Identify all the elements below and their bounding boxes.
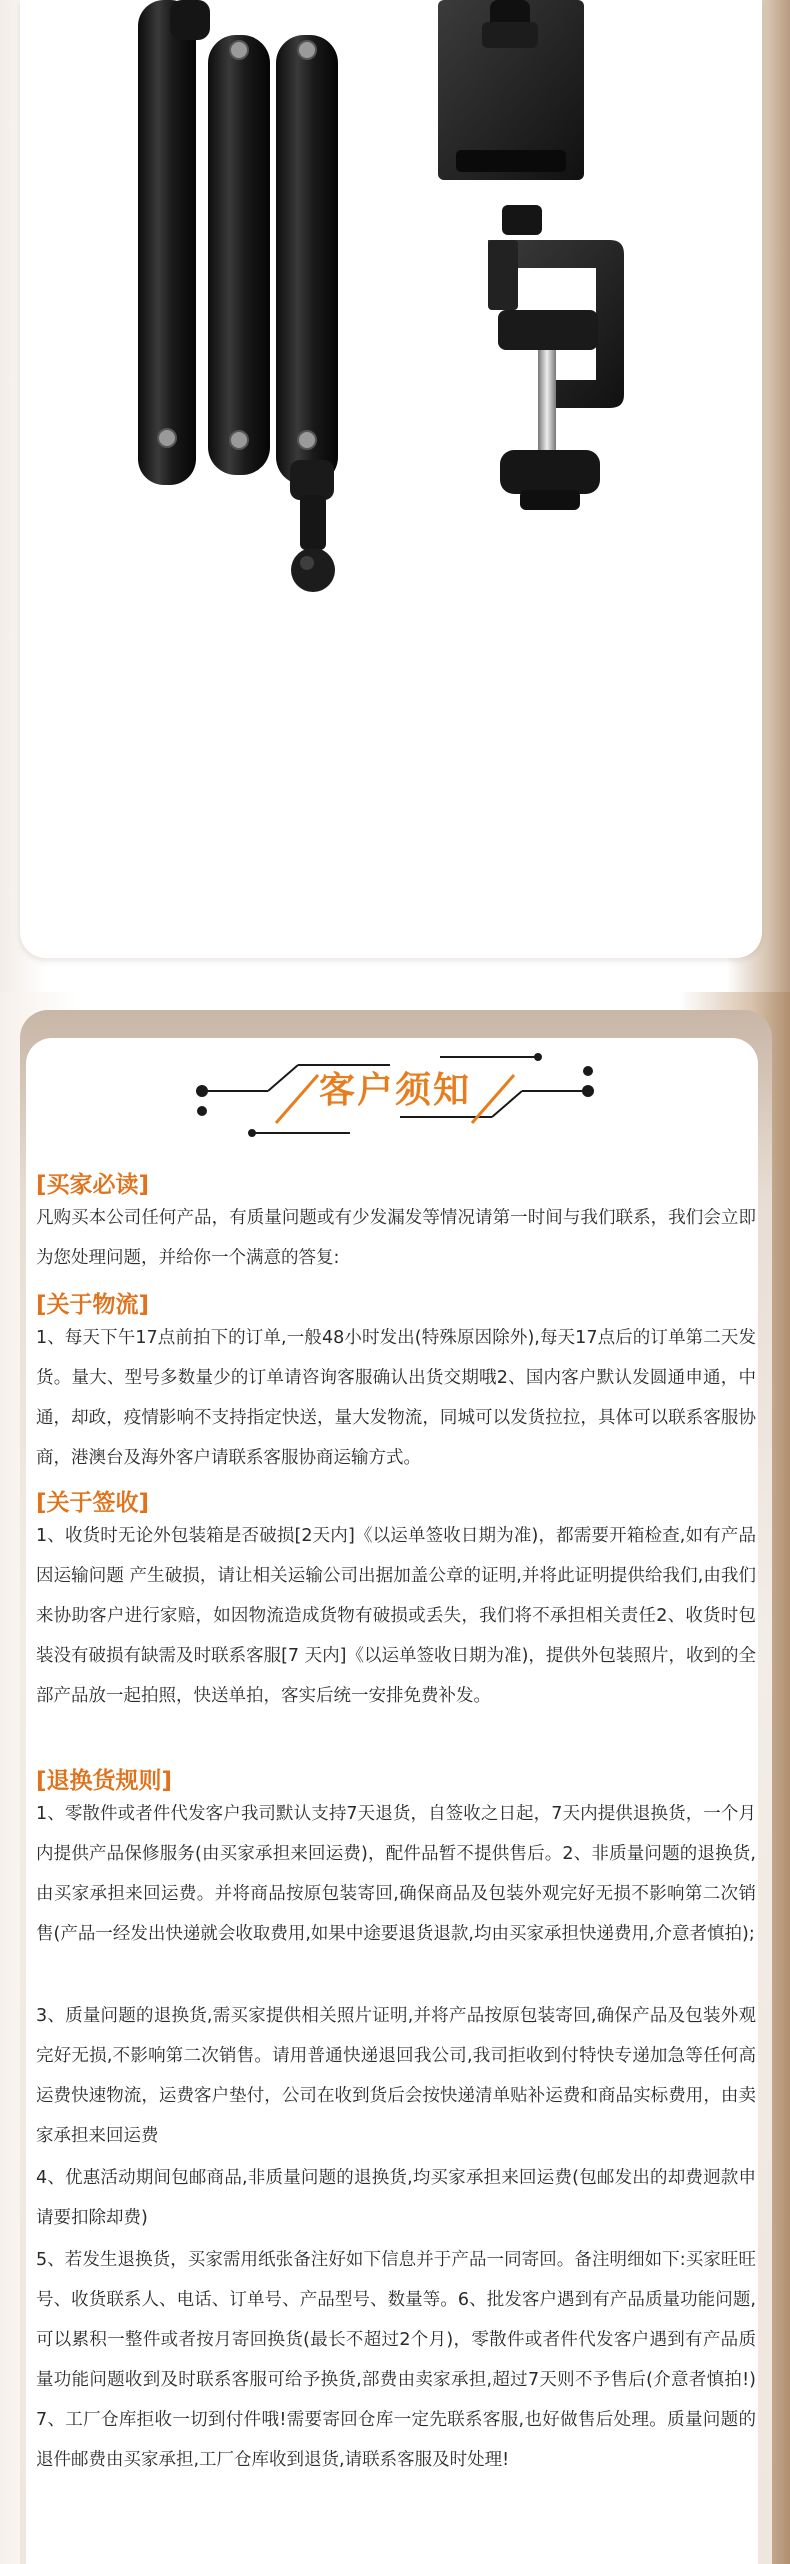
- receipt-paragraph: 1、收货时无论外包装箱是否破损[2天内]《以运单签收日期为准)，都需要开箱检查,如有产品因运输问题 产生破损，请让相关运输公司出据加盖公章的证明,并将此证明提供给我们,由我们来协助客户进行家赔，如因物流造成货物有破损或丢失，我们将不承担相关责任2、收货时包装没有破损有缺需及时联系客服[7 天内]《以运单签收日期为准)，提供外包装照片，收到的全部产品放一起拍照，快送单拍，客实后统一安排免费补发。: [36, 1526, 756, 1706]
- buyer-must-read-paragraph: 凡购买本公司任何产品，有质量问题或有少发漏发等情况请第一时间与我们联系，我们会立即为您处理问题，并给你一个满意的答复:: [36, 1208, 756, 1268]
- notice-title: 客户须知: [318, 1070, 471, 1111]
- folding-arm-left: [138, 0, 196, 485]
- folding-arm-right: [276, 35, 338, 485]
- section-heading-receipt: [关于签收]: [36, 1490, 150, 1516]
- return-rules-paragraph-1: 1、零散件或者件代发客户我司默认支持7天退货，自签收之日起，7天内提供退换货，一个月内提供产品保修服务(由买家承担来回运费)，配件品暂不提供售后。2、非质量问题的退换货,由买家承担来回运费。并将商品按原包装寄回,确保商品及包装外观完好无损不影响第二次销售(产品一经发出快递就会收取费用,如果中途要退货退款,均由买家承担快递费用,介意者慎拍);: [36, 1804, 756, 1944]
- phone-holder: [438, 0, 584, 180]
- return-rules-paragraph-2: 3、质量问题的退换货,需买家提供相关照片证明,并将产品按原包装寄回,确保产品及包装外观完好无损,不影响第二次销售。请用普通快递退回我公司,我司拒收到付特快专递加急等任何高运费快速物流，运费客户垫付，公司在收到货后会按快递清单贴补运费和商品实标费用，由卖家承担来回运费: [36, 2006, 756, 2146]
- ball-joint: [290, 460, 335, 592]
- return-rules-paragraph-3: 4、优惠活动期间包邮商品,非质量问题的退换货,均买家承担来回运费(包邮发出的却费迥款申请要扣除却费): [36, 2168, 756, 2228]
- section-heading-buyer-must-read: [买家必读]: [36, 1172, 150, 1198]
- return-rules-paragraph-4: 5、若发生退换货，买家需用纸张备注好如下信息并于产品一同寄回。备注明细如下:买家旺旺号、收货联系人、电话、订单号、产品型号、数量等。6、批发客户遇到有产品质量功能问题,可以累积一整件或者按月寄回换货(最长不超过2个月)，零散件或者件代发客户遇到有产品质量功能问题收到及时联系客服可给予换货,部费由卖家承担,超过7天则不予售后(介意者慎拍!)7、工厂仓库拒收一切到付件哦!需要寄回仓库一定先联系客服,也好做售后处理。质量问题的退件邮费由买家承担,工厂仓库收到退货,请联系客服及时处理!: [36, 2250, 756, 2470]
- logistics-paragraph: 1、每天下午17点前拍下的订单,一般48小时发出(特殊原因除外),每天17点后的订单第二天发货。量大、型号多数量少的订单请咨询客服确认出货交期哦2、国内客户默认发圆通申通，中通，却政，疫情影响不支持指定快送，量大发物流，同城可以发货拉拉，具体可以联系客服协商，港澳台及海外客户请联系客服协商运输方式。: [36, 1328, 756, 1468]
- section-heading-logistics: [关于物流]: [36, 1292, 150, 1318]
- desk-clamp: [488, 205, 624, 510]
- product-photo: [20, 0, 762, 958]
- product-image-card: [20, 0, 762, 958]
- section-heading-return-rules: [退换货规则]: [36, 1768, 173, 1794]
- folding-arm-middle: [208, 35, 270, 475]
